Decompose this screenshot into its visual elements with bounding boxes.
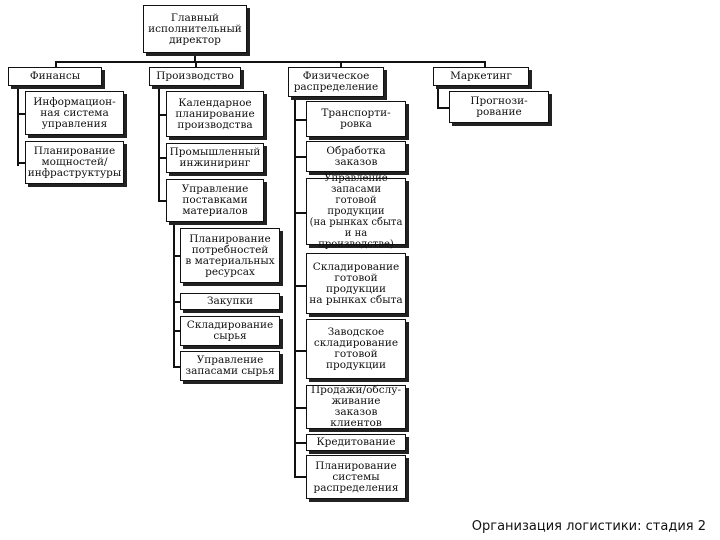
distribution-tick-3: [294, 212, 306, 214]
finance-item-2: Планирование мощностей/ инфраструктуры: [25, 141, 124, 184]
finance-item-1: Информацион- ная система управления: [25, 91, 124, 135]
distribution-tick-4: [294, 285, 306, 287]
top-bus: [55, 61, 485, 63]
production-tick-1: [158, 114, 166, 116]
distribution-item-3: Управление запасами готовой продукции (на рынках сбыта и на производстве): [306, 178, 406, 245]
materials-item-3: Складирование сырья: [180, 316, 280, 346]
materials-tick-2: [173, 301, 180, 303]
dept-production: Производство: [149, 67, 241, 86]
slide-caption: Организация логистики: стадия 2: [471, 519, 706, 534]
dept-distribution: Физическое распределение: [288, 67, 384, 97]
marketing-spine: [437, 86, 439, 108]
production-item-2: Промышленный инжиниринг: [166, 143, 264, 173]
materials-tick-1: [173, 255, 180, 257]
production-tick-2: [158, 157, 166, 159]
distribution-tick-1: [294, 119, 306, 121]
finance-spine: [17, 86, 19, 166]
distribution-tick-7: [294, 442, 306, 444]
distribution-item-7: Кредитование: [306, 434, 406, 451]
finance-tick-2: [17, 162, 25, 164]
distribution-tick-2: [294, 156, 306, 158]
distribution-item-6: Продажи/обслу- живание заказов клиентов: [306, 385, 406, 429]
marketing-tick-1: [437, 107, 449, 109]
production-tick-3: [158, 200, 166, 202]
distribution-tick-8: [294, 476, 306, 478]
dept-marketing: Маркетинг: [433, 67, 529, 86]
materials-tick-3: [173, 330, 180, 332]
production-item-3: Управление поставками материалов: [166, 179, 264, 222]
distribution-item-4: Складирование готовой продукции на рынках сбыта: [306, 253, 406, 314]
distribution-item-2: Обработка заказов: [306, 141, 406, 172]
materials-item-4: Управление запасами сырья: [180, 351, 280, 381]
materials-spine: [173, 222, 175, 367]
distribution-item-8: Планирование системы распределения: [306, 455, 406, 499]
finance-tick-1: [17, 113, 25, 115]
materials-item-1: Планирование потребностей в материальных ресурсах: [180, 228, 280, 283]
distribution-tick-5: [294, 350, 306, 352]
root-box: Главный исполнительный директор: [143, 5, 247, 53]
materials-tick-4: [173, 366, 180, 368]
distribution-item-1: Транспорти- ровка: [306, 101, 406, 137]
marketing-item-1: Прогнози- рование: [449, 91, 549, 123]
production-item-1: Календарное планирование производства: [166, 91, 264, 137]
materials-item-2: Закупки: [180, 293, 280, 310]
production-spine: [158, 86, 160, 201]
distribution-tick-6: [294, 407, 306, 409]
distribution-item-5: Заводское складирование готовой продукции: [306, 319, 406, 379]
dept-finance: Финансы: [8, 67, 102, 86]
